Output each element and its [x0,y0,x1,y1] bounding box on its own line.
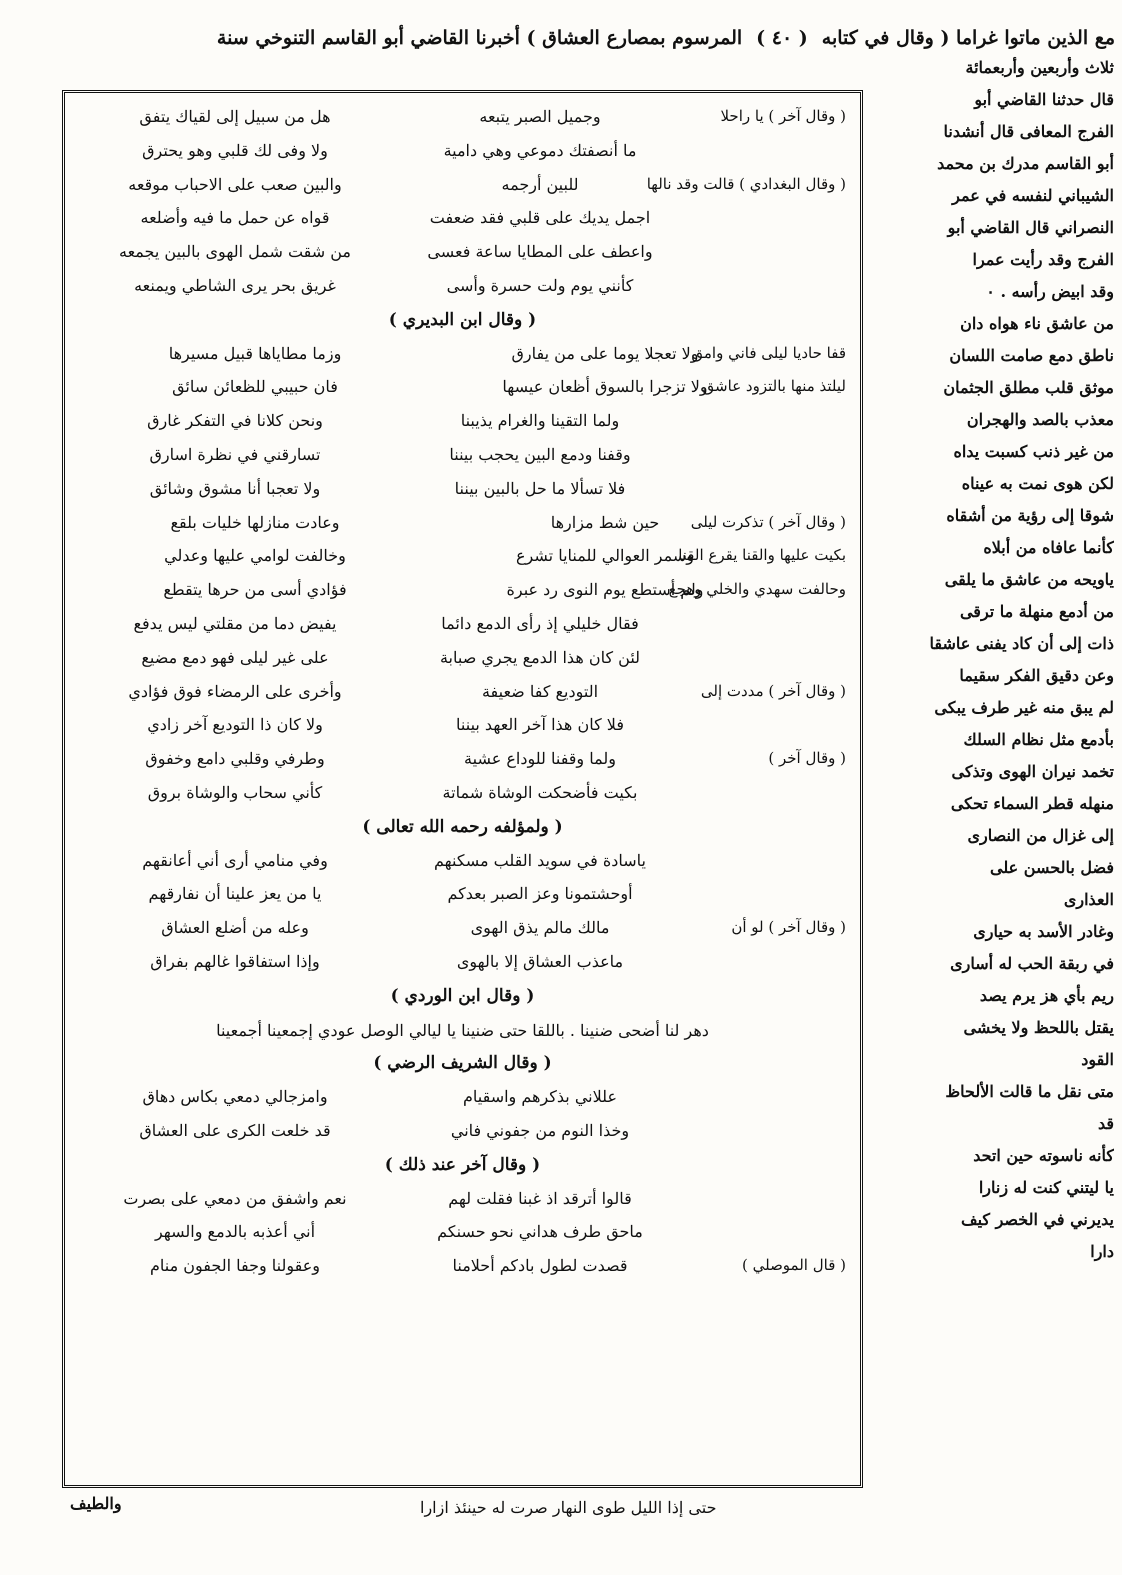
verse-line [75,405,850,439]
first-hemistich: أوحشتمونا وعز الصبر بعدكم [447,884,633,904]
verse-intro: ( وقال آخر ) مددت إلى [700,681,846,700]
first-hemistich: ولم أستطع يوم النوى رد عبرة [506,580,704,600]
verse-intro: ( قال الموصلي ) [741,1256,846,1275]
verse-line [75,946,850,980]
margin-line: ثلاث وأربعين وأربعمائة [965,58,1114,77]
margin-line: القود [1081,1050,1114,1069]
verse-line [75,135,850,169]
verse-line [75,540,850,574]
margin-line: وقد ابيض رأسه . ٠ [986,282,1114,301]
margin-line: يا ليتني كنت له زنارا [978,1178,1114,1197]
first-hemistich: ياسادة في سويد القلب مسكنهم [434,850,646,870]
second-hemistich: يفيض دما من مقلتي ليس يدفع [133,613,337,633]
verse-line [75,439,850,473]
second-hemistich: نعم واشفق من دمعي على بصرت [123,1188,347,1208]
verse-line [75,1081,850,1115]
second-hemistich: وعقولنا وجفا الجفون منام [150,1256,320,1276]
first-hemistich: واعطف على المطايا ساعة فعسى [427,242,653,262]
margin-line: في ربقة الحب له أسارى [950,954,1114,973]
section-heading: ( وقال الشريف الرضي ) [373,1053,552,1074]
verse-line [75,574,850,608]
second-hemistich: ونحن كلانا في التفكر غارق [147,411,323,431]
first-hemistich: فقال خليلي إذ رأى الدمع دائما [441,613,639,633]
first-hemistich: بكيت فأضحكت الوشاة شماتة [442,782,638,802]
second-hemistich: من شقت شمل الهوى بالبين يجمعه [118,242,351,262]
margin-line: لكن هوى نمت به عيناه [961,474,1114,493]
second-hemistich: ولا كان ذا التوديع آخر زادي [147,715,323,735]
main-poetry-block [75,101,850,1477]
first-hemistich: التوديع كفا ضعيفة [481,681,599,701]
first-hemistich: وقفنا ودمع البين يحجب بيننا [449,444,631,464]
margin-line: من غير ذنب كسبت يداه [953,442,1114,461]
margin-line: تخمد نيران الهوى وتذكى [951,762,1114,781]
first-hemistich: ماحق طرف هداني نحو حسنكم [437,1222,643,1242]
verse-intro: وحالفت سهدي والخلي وهجع [668,580,846,599]
verse-line [75,371,850,405]
verse-intro: ( وقال آخر ) لو أن [731,918,846,937]
first-hemistich: ولا تزجرا بالسوق أظعان عيسها [502,377,708,397]
verse-line [75,101,850,135]
second-hemistich: فان حبيبي للظعائن سائق [172,377,338,397]
verse-intro: ليلتذ منها بالتزود عاشق [702,377,846,396]
margin-line: شوقا إلى رؤية من أشقاه [946,506,1114,525]
second-hemistich: كأني سحاب والوشاة بروق [147,782,323,802]
second-hemistich: وفي منامي أرى أني أعانقهم [142,850,328,870]
verse-intro: ( وقال البغدادي ) قالت وقد نالها [646,174,846,193]
verse-intro: ( وقال آخر ) [768,749,846,768]
verse-line [75,270,850,304]
verse-line [75,202,850,236]
margin-line: موثق قلب مطلق الجثمان [943,378,1114,397]
verse-line [75,912,850,946]
margin-line: قد [1097,1114,1114,1133]
second-hemistich: قواه عن حمل ما فيه وأضلعه [140,208,330,228]
second-hemistich: غريق بحر يرى الشاطي ويمنعه [134,275,336,295]
second-hemistich: وطرفي وقلبي دامع وخفوق [145,749,325,769]
margin-line: الفرج المعافى قال أنشدنا [943,122,1114,141]
second-hemistich: والبين صعب على الاحباب موقعه [128,174,342,194]
first-hemistich: قالوا أترقد اذ غبنا فقلت لهم [448,1188,632,1208]
margin-line: ناطق دمع صامت اللسان [949,346,1114,365]
second-hemistich: فؤادي أسى من حرها يتقطع [163,580,347,600]
section-heading: ( ولمؤلفه رحمه الله تعالى ) [362,816,563,837]
margin-line: النصراني قال القاضي أبو [947,218,1114,237]
margin-line: من أدمع منهلة ما ترقى [959,602,1114,621]
first-hemistich: عللاني بذكرهم واسقيام [462,1087,617,1107]
verse-intro: قفا حاديا ليلى فاني وامق [691,343,846,362]
margin-line: قال حدثنا القاضي أبو [974,90,1114,109]
margin-line: كأنه ناسوته حين اتحد [973,1146,1114,1165]
margin-line: وعن دقيق الفكر سقيما [959,666,1114,685]
margin-line: بأدمع مثل نظام السلك [963,730,1114,749]
verse-line [75,169,850,203]
first-hemistich: فلا تسألا ما حل بالبين بيننا [454,478,626,498]
margin-line: ذات إلى أن كاد يفنى عاشقا [929,634,1114,653]
second-hemistich: وامزجالي دمعي بكاس دهاق [142,1087,328,1107]
margin-line: منهله قطر السماء تحكى [950,794,1114,813]
first-hemistich: حين شط مزارها [550,512,660,532]
second-hemistich: وأخرى على الرمضاء فوق فؤادي [128,681,342,701]
verse-line [75,743,850,777]
section-heading: ( وقال ابن الوردي ) [390,985,535,1006]
prose-line: دهر لنا أضحى ضنينا . باللقا حتى ضنينا يا ليالي الوصل عودي إجمعينا أجمعينا [216,1020,709,1040]
second-hemistich: قد خلعت الكرى على العشاق [139,1120,331,1140]
second-hemistich: وعله من أضلع العشاق [161,918,309,938]
first-hemistich: ماعذب العشاق إلا بالهوى [456,951,624,971]
first-hemistich: ولا تعجلا يوما على من يفارق [511,343,699,363]
margin-line: فضل بالحسن على [990,858,1114,877]
second-hemistich: تسارقني في نظرة اسارق [149,444,321,464]
first-hemistich: كأنني يوم ولت حسرة وأسى [446,275,634,295]
margin-commentary [870,52,1114,1562]
footer-line: حتى إذا الليل طوى النهار صرت له حينئذ ازارا [420,1498,717,1517]
verse-line [75,676,850,710]
verse-line [75,642,850,676]
first-hemistich: اجمل يديك على قلبي فقد ضعفت [429,208,651,228]
header-left-text: المرسوم بمصارع العشاق ) أخبرنا القاضي أبو القاسم التنوخي سنة [216,27,743,49]
margin-line: أبو القاسم مدرك بن محمد [937,154,1114,173]
second-hemistich: على غير ليلى فهو دمع مضيع [141,647,329,667]
verse-line [75,709,850,743]
first-hemistich: وجميل الصبر يتبعه [479,107,601,126]
second-hemistich: وعادت منازلها خليات بلقع [170,512,340,532]
first-hemistich: وخذا النوم من جفوني فاني [450,1120,630,1140]
first-hemistich: مالك مالم يذق الهوى [470,918,610,938]
first-hemistich: قصدت لطول بادكم أحلامنا [452,1256,628,1276]
margin-line: العذارى [1063,890,1114,909]
first-hemistich: ولما وقفنا للوداع عشية [464,749,616,769]
section-heading: ( وقال آخر عند ذلك ) [384,1154,541,1175]
verse-line [75,507,850,541]
verse-line [75,236,850,270]
verse-intro: ( وقال آخر ) تذكرت ليلى [690,512,846,531]
margin-line: من عاشق ناء هواه دان [960,314,1114,333]
verse-line [75,473,850,507]
main-text-frame [62,90,863,1488]
margin-line: لم يبق منه غير طرف يبكى [934,698,1114,717]
verse-line [75,1216,850,1250]
section-heading: ( وقال ابن البديري ) [388,309,537,330]
margin-line: معذب بالصد والهجران [966,410,1114,429]
second-hemistich: وخالفت لوامي عليها وعدلي [164,546,346,566]
margin-line: دارا [1090,1242,1114,1261]
verse-line [75,1183,850,1217]
margin-line: الشيباني لنفسه في عمر [952,186,1114,205]
second-hemistich: ولا تعجبا أنا مشوق وشائق [149,478,321,498]
margin-line: متى نقل ما قالت الألحاظ [945,1082,1114,1101]
margin-line: الفرج وقد رأيت عمرا [972,250,1114,269]
first-hemistich: للبين أرجمه [501,174,579,194]
catchword: والطيف [70,1494,122,1513]
second-hemistich: يا من يعز علينا أن نفارقهم [148,884,322,904]
second-hemistich: هل من سبيل إلى لقياك يتفق [139,107,331,126]
verse-line [75,777,850,811]
verse-intro: ( وقال آخر ) يا راحلا [720,107,846,125]
second-hemistich: ولا وفى لك قلبي وهو يحترق [142,140,328,160]
first-hemistich: لئن كان هذا الدمع يجري صبابة [439,647,641,667]
first-hemistich: ما أنصفتك دموعي وهي دامية [443,140,637,160]
margin-line: وغادر الأسد به حيارى [973,922,1114,941]
second-hemistich: وزما مطاياها قبيل مسيرها [168,343,342,363]
first-hemistich: ولما التقينا والغرام يذيبنا [460,411,620,431]
header-right-text: مع الذين ماتوا غراما ( وقال في كتابه [821,27,1115,49]
margin-line: إلى غزال من النصارى [967,826,1114,845]
second-hemistich: وإذا استفاقوا غالهم بفراق [150,951,320,971]
margin-line: يقتل باللحظ ولا يخشى [963,1018,1114,1037]
second-hemistich: أني أعذبه بالدمع والسهر [154,1222,316,1242]
first-hemistich: وسمر العوالي للمنايا تشرع [516,546,694,566]
verse-line [75,1250,850,1284]
page-number: ( ٤٠ ) [756,27,808,49]
verse-line [75,1115,850,1149]
margin-line: ياويحه من عاشق ما يلقى [944,570,1114,589]
margin-line: ريم بأي هز يرم يصد [979,986,1114,1005]
margin-line: يديرني في الخصر كيف [961,1210,1114,1229]
first-hemistich: فلا كان هذا آخر العهد بيننا [456,715,624,735]
verse-line [75,878,850,912]
verse-line [75,338,850,372]
verse-intro: بكيت عليها والقنا يقرع القنا [678,546,846,565]
verse-line [75,845,850,879]
margin-line: كأنما عافاه من أبلاه [983,538,1114,557]
verse-line [75,608,850,642]
